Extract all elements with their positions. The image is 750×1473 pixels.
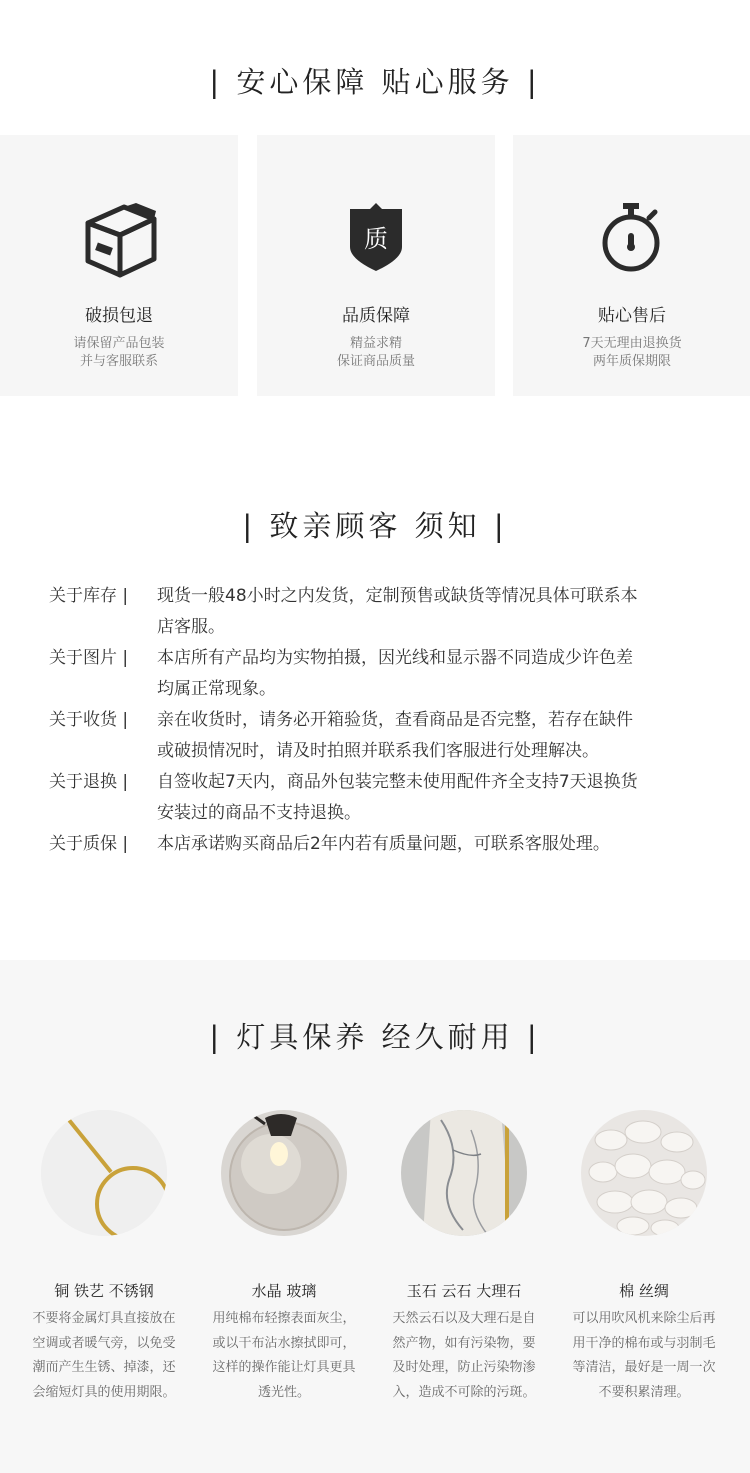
shield-quality-icon [257, 201, 495, 281]
material-desc-line: 不要将金属灯具直接放在 [32, 1311, 176, 1326]
material-marble [374, 1110, 554, 1405]
card-desc: 请保留产品包装 [73, 336, 165, 351]
guarantee-section-title: | 安心保障 贴心服务 | [209, 65, 541, 99]
card-after-sales [513, 135, 750, 396]
material-desc-line: 或以干布沾水擦拭即可， [212, 1335, 356, 1351]
notice-text-line: 本店所有产品均为实物拍摄，因光线和显示器不同造成少许色差 [157, 648, 633, 668]
notice-label: 关于图片 | [49, 648, 129, 668]
card-desc: 精益求精 [349, 336, 402, 351]
card-desc: 7天无理由退换货 [582, 336, 682, 351]
card-desc: 两年质保期限 [592, 354, 671, 369]
metal-ring-image [41, 1110, 167, 1236]
silk-feather-image [581, 1110, 707, 1236]
material-desc-line: 这样的操作能让灯具更具 [212, 1360, 356, 1375]
notice-text-line: 自签收起7天内，商品外包装完整未使用配件齐全支持7天退换货 [157, 772, 638, 792]
material-title: 水晶 玻璃 [251, 1282, 317, 1300]
card-title: 品质保障 [342, 306, 410, 326]
material-desc-line: 会缩短灯具的使用期限。 [32, 1384, 176, 1400]
material-desc-line: 天然云石以及大理石是自 [392, 1311, 536, 1326]
card-title: 破损包退 [85, 306, 153, 326]
material-desc-line: 可以用吹风机来除尘后再 [572, 1311, 716, 1326]
material-desc-line: 潮而产生生锈、掉漆，还 [32, 1360, 176, 1375]
material-desc-line: 等清洁，最好是一周一次 [572, 1360, 716, 1375]
material-desc-line: 用纯棉布轻擦表面灰尘， [212, 1311, 356, 1326]
material-title: 棉 丝绸 [619, 1282, 669, 1300]
notice-text-line: 均属正常现象。 [157, 679, 276, 699]
material-title: 铜 铁艺 不锈钢 [54, 1282, 154, 1300]
notice-text-line: 本店承诺购买商品后2年内若有质量问题，可联系客服处理。 [157, 834, 610, 854]
material-desc-line: 及时处理，防止污染物渗 [392, 1360, 536, 1375]
material-silk [554, 1110, 734, 1405]
card-damage-return [0, 135, 238, 396]
glass-globe-image [221, 1110, 347, 1236]
material-desc-line: 入，造成不可除的污斑。 [392, 1384, 536, 1400]
notice-text-line: 亲在收货时，请务必开箱验货，查看商品是否完整，若存在缺件 [157, 710, 633, 730]
notice-label: 关于收货 | [49, 710, 129, 730]
card-desc: 并与客服联系 [79, 354, 158, 369]
stopwatch-icon [513, 201, 750, 281]
quality-badge-text: 质 [364, 225, 388, 253]
material-desc-line: 透光性。 [257, 1384, 310, 1400]
care-section-title: | 灯具保养 经久耐用 | [209, 1020, 541, 1054]
material-glass [194, 1110, 374, 1405]
notice-text-line: 或破损情况时，请及时拍照并联系我们客服进行处理解决。 [157, 741, 599, 761]
notice-label: 关于质保 | [49, 834, 129, 854]
material-desc-line: 用干净的棉布或与羽制毛 [572, 1335, 716, 1351]
box-icon [0, 201, 238, 281]
material-title: 玉石 云石 大理石 [406, 1282, 522, 1300]
notice-text-line: 店客服。 [157, 617, 225, 637]
notice-section-title: | 致亲顾客 须知 | [242, 509, 508, 543]
card-desc: 保证商品质量 [336, 354, 415, 369]
material-desc-line: 空调或者暖气旁，以免受 [32, 1335, 176, 1351]
card-title: 贴心售后 [598, 306, 666, 326]
notice-label: 关于退换 | [49, 772, 129, 792]
notice-label: 关于库存 | [49, 586, 129, 606]
notice-text-line: 现货一般48小时之内发货，定制预售或缺货等情况具体可联系本 [157, 586, 638, 606]
notice-text-line: 安装过的商品不支持退换。 [157, 803, 361, 823]
marble-image [401, 1110, 527, 1236]
card-quality [257, 135, 495, 396]
material-desc-line: 不要积累清理。 [598, 1384, 690, 1400]
material-desc-line: 然产物，如有污染物，要 [392, 1335, 536, 1351]
material-metal [14, 1110, 194, 1405]
